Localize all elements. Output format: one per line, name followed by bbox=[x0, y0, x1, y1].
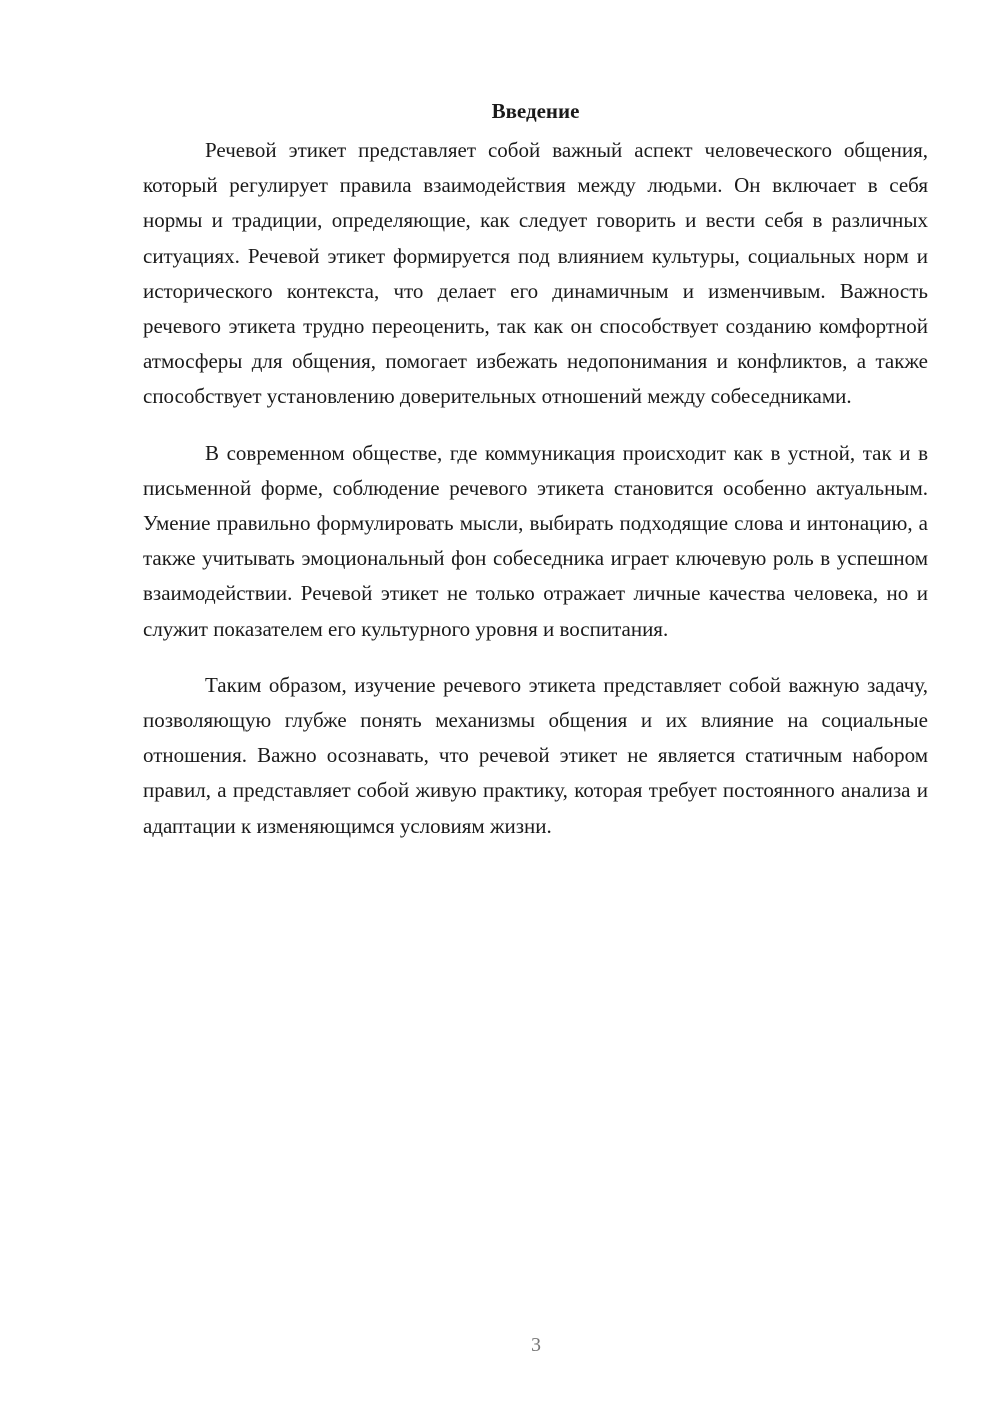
paragraph-2: В современном обществе, где коммуникация происходит как в устной, так и в письменной форме, соблюдение речевого этикета становится особенно актуальным. Умение правильно формулировать мысли, выбирать подходящие слова и интонацию, а также учитывать эмоциональный фон собеседника играет ключевую роль в успешном взаимодействии. Речевой этикет не только отражает личные качества человека, но и служит показателем его культурного уровня и воспитания. bbox=[143, 440, 928, 641]
page-number: 3 bbox=[531, 1334, 541, 1356]
section-title: Введение bbox=[491, 99, 580, 123]
page-content bbox=[143, 97, 928, 865]
paragraph-3: Таким образом, изучение речевого этикета представляет собой важную задачу, позволяющую глубже понять механизмы общения и их влияние на социальные отношения. Важно осознавать, что речевой этикет не является статичным набором правил, а представляет собой живую практику, которая требует постоянного анализа и адаптации к изменяющимся условиям жизни. bbox=[143, 672, 928, 838]
paragraph-1: Речевой этикет представляет собой важный аспект человеческого общения, который регулирует правила взаимодействия между людьми. Он включает в себя нормы и традиции, определяющие, как следует говорить и вести себя в различных ситуациях. Речевой этикет формируется под влиянием культуры, социальных норм и исторического контекста, что делает его динамичным и изменчивым. Важность речевого этикета трудно переоценить, так как он способствует созданию комфортной атмосферы для общения, помогает избежать недопонимания и конфликтов, а также способствует установлению доверительных отношений между собеседниками. bbox=[143, 138, 928, 409]
